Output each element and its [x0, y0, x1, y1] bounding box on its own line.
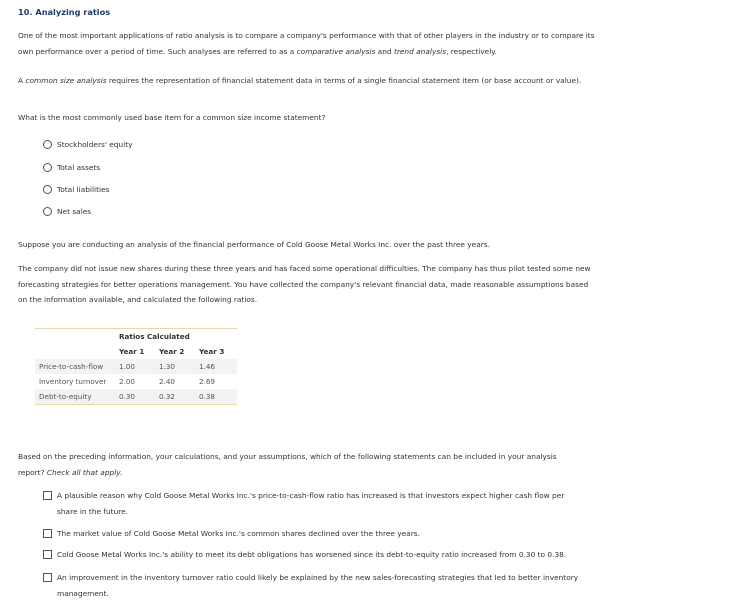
cell-value: 1.46 [199, 359, 237, 374]
cell-value: 0.32 [159, 389, 199, 404]
ratios-table [35, 328, 237, 405]
radio-icon[interactable] [43, 185, 52, 194]
statement-market-value[interactable]: The market value of Cold Goose Metal Works Inc.'s common shares declined over the three years. [43, 526, 583, 542]
table-row [35, 389, 237, 404]
question-2: Based on the preceding information, your calculations, and your assumptions, which of the following statements can be included in your analysis report? Check all that apply. [18, 452, 557, 477]
option-stockholders-equity[interactable]: Stockholders' equity [43, 137, 132, 151]
cell-value: 2.69 [199, 377, 216, 386]
intro-paragraph: One of the most important applications of ratio analysis is to compare a company's performance with that of other players in the industry or to compare its own performance over a period of time. Such analyses are referred to as a comparative analysis and trend analysis, respectively. [18, 31, 595, 56]
checkbox-icon[interactable] [43, 573, 52, 582]
scenario-intro: Suppose you are conducting an analysis of the financial performance of Cold Goose Metal Works Inc. over the past three years. [18, 240, 490, 249]
cell-value: 2.40 [159, 377, 176, 386]
option-total-liabilities[interactable]: Total liabilities [43, 182, 109, 196]
statement-debt-obligations[interactable]: Cold Goose Metal Works Inc.'s ability to meet its debt obligations has worsened since its debt-to-equity ratio increased from 0.30 to 0.38. [43, 547, 603, 563]
checkbox-icon[interactable] [43, 491, 52, 500]
row-label: Inventory turnover [39, 377, 107, 386]
question-title: 10. Analyzing ratios [18, 7, 111, 17]
cell-value: 2.00 [119, 377, 136, 386]
radio-icon[interactable] [43, 140, 52, 149]
common-size-paragraph: A common size analysis requires the representation of financial statement data in terms of a single financial statement item (or base account or value). [18, 76, 582, 85]
option-net-sales[interactable]: Net sales [43, 204, 91, 218]
year-header: Year 3 [199, 347, 225, 356]
cell-value: 1.30 [159, 359, 199, 374]
year-header: Year 2 [159, 347, 185, 356]
cell-value: 1.00 [119, 359, 159, 374]
table-row [35, 359, 237, 374]
row-label: Price-to-cash-flow [35, 359, 119, 374]
table-caption: Ratios Calculated [119, 332, 190, 341]
year-header: Year 1 [119, 347, 145, 356]
checkbox-icon[interactable] [43, 529, 52, 538]
statement-inventory-turnover[interactable]: An improvement in the inventory turnover ratio could likely be explained by the new sales-forecasting strategies that led to better inventory management. [43, 570, 583, 601]
checkbox-icon[interactable] [43, 550, 52, 559]
radio-icon[interactable] [43, 207, 52, 216]
option-total-assets[interactable]: Total assets [43, 160, 100, 174]
radio-icon[interactable] [43, 163, 52, 172]
cell-value: 0.38 [199, 389, 237, 404]
cell-value: 0.30 [119, 389, 159, 404]
row-label: Debt-to-equity [35, 389, 119, 404]
question-1: What is the most commonly used base item for a common size income statement? [18, 113, 326, 122]
scenario-details: The company did not issue new shares during these three years and has faced some operational difficulties. The company has thus pilot tested some new forecasting strategies for better operations management. You have collected the company's relevant financial data, made reasonable assumptions based on the information available, and calculated the following ratios. [18, 264, 591, 304]
statement-price-to-cash-flow[interactable]: A plausible reason why Cold Goose Metal Works Inc.'s price-to-cash-flow ratio has increased is that investors expect higher cash flow per share in the future. [43, 488, 583, 519]
table-row [35, 374, 237, 389]
